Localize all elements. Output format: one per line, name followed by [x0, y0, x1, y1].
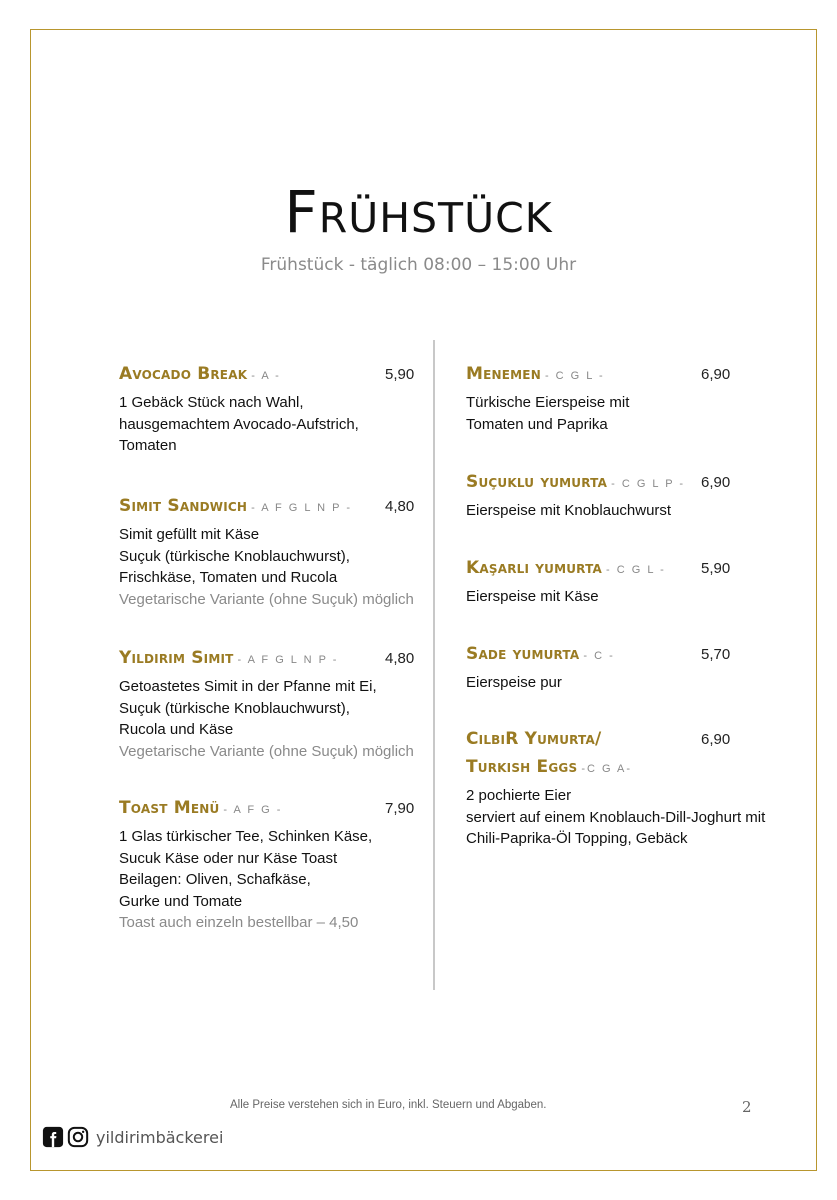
social-links — [42, 1126, 223, 1148]
desc-line: Tomaten — [119, 437, 177, 454]
item-price: 5,90 — [385, 366, 415, 383]
item-note: Vegetarische Variante (ohne Suçuk) möglich — [119, 590, 414, 608]
desc-line: Tomaten und Paprika — [466, 415, 608, 433]
price-note: Alle Preise verstehen sich in Euro, inkl. Steuern und Abgaben. — [230, 1099, 547, 1111]
item-name: Toast Menü — [119, 798, 220, 818]
item-price: 6,90 — [701, 366, 731, 383]
item-price: 5,70 — [701, 646, 731, 663]
desc-line: hausgemachtem Avocado-Aufstrich, — [119, 415, 359, 433]
column-divider — [433, 340, 435, 990]
item-description — [466, 500, 685, 522]
menu-item — [119, 648, 414, 762]
desc-line: Eierspeise pur — [466, 674, 562, 691]
menu-item — [466, 364, 731, 435]
item-price: 7,90 — [385, 800, 415, 817]
desc-line: Rucola und Käse — [119, 721, 234, 738]
item-description — [119, 524, 414, 610]
desc-line: Suçuk (türkische Knoblauchwurst), — [119, 699, 350, 717]
item-name: Sade yumurta — [466, 644, 580, 664]
desc-line: Gurke und Tomate — [119, 892, 243, 910]
item-price: 6,90 — [701, 474, 731, 491]
item-price: 6,90 — [701, 731, 731, 748]
desc-line: Chili-Paprika-Öl Topping, Gebäck — [466, 830, 688, 847]
item-allergens: - A F G L N P - — [237, 654, 339, 666]
desc-line: Eierspeise mit Knoblauchwurst — [466, 502, 672, 519]
page-title: Frühstück — [284, 178, 553, 246]
desc-line: Eierspeise mit Käse — [466, 588, 599, 605]
facebook-icon[interactable] — [42, 1126, 64, 1148]
menu-item — [119, 798, 415, 934]
item-description — [466, 586, 666, 608]
item-name: Yildirim Simit — [119, 648, 234, 668]
item-name: Menemen — [466, 364, 541, 384]
item-allergens: - C G L - — [606, 564, 666, 576]
item-allergens: - A F G - — [223, 804, 283, 816]
social-handle[interactable]: yildirimbäckerei — [96, 1127, 224, 1147]
item-price: 4,80 — [385, 650, 415, 667]
page-number: 2 — [742, 1098, 752, 1116]
item-allergens: - C G L - — [544, 370, 605, 382]
desc-line: 1 Glas türkischer Tee, Schinken Käse, — [119, 828, 373, 845]
desc-line: Suçuk (türkische Knoblauchwurst), — [119, 547, 350, 565]
desc-line: Beilagen: Oliven, Schafkäse, — [119, 871, 311, 888]
item-note: Vegetarische Variante (ohne Suçuk) möglich — [119, 742, 414, 760]
item-description — [466, 672, 615, 694]
item-allergens: -C G A- — [581, 763, 632, 775]
menu-item — [119, 496, 414, 610]
desc-line: Frischkäse, Tomaten und Rucola — [119, 569, 338, 586]
desc-line: serviert auf einem Knoblauch-Dill-Joghurt mit — [466, 808, 766, 826]
item-allergens: - C G L P - — [611, 478, 686, 490]
item-description — [119, 826, 372, 934]
item-name: Suçuklu yumurta — [466, 472, 608, 492]
desc-line: Getoastetes Simit in der Pfanne mit Ei, — [119, 678, 377, 695]
item-price: 4,80 — [385, 498, 415, 515]
item-allergens: - A F G L N P - — [251, 502, 353, 514]
desc-line: 2 pochierte Eier — [466, 787, 572, 804]
menu-item — [466, 729, 765, 850]
item-description — [466, 785, 765, 850]
item-name: CilbiR Yumurta/ — [466, 729, 602, 749]
page-subtitle: Frühstück - täglich 08:00 – 15:00 Uhr — [260, 255, 577, 275]
item-name: Kaşarli yumurta — [466, 558, 603, 578]
desc-line: 1 Gebäck Stück nach Wahl, — [119, 394, 304, 411]
menu-item — [466, 644, 731, 694]
item-name: Avocado Break — [119, 364, 248, 384]
item-description — [119, 676, 414, 762]
instagram-icon[interactable] — [67, 1126, 89, 1148]
item-allergens: - C - — [583, 650, 615, 662]
item-allergens: - A - — [251, 370, 281, 382]
desc-line: Sucuk Käse oder nur Käse Toast — [119, 849, 338, 867]
menu-item — [466, 558, 731, 608]
item-note: Toast auch einzeln bestellbar – 4,50 — [119, 914, 359, 931]
item-name: Simit Sandwich — [119, 496, 248, 516]
item-name-line2: Turkish Eggs — [466, 757, 578, 777]
item-price: 5,90 — [701, 560, 731, 577]
menu-item — [119, 364, 415, 457]
menu-item — [466, 472, 731, 522]
item-description — [119, 392, 359, 457]
desc-line: Simit gefüllt mit Käse — [119, 526, 260, 543]
desc-line: Türkische Eierspeise mit — [466, 394, 630, 411]
item-description — [466, 392, 629, 435]
